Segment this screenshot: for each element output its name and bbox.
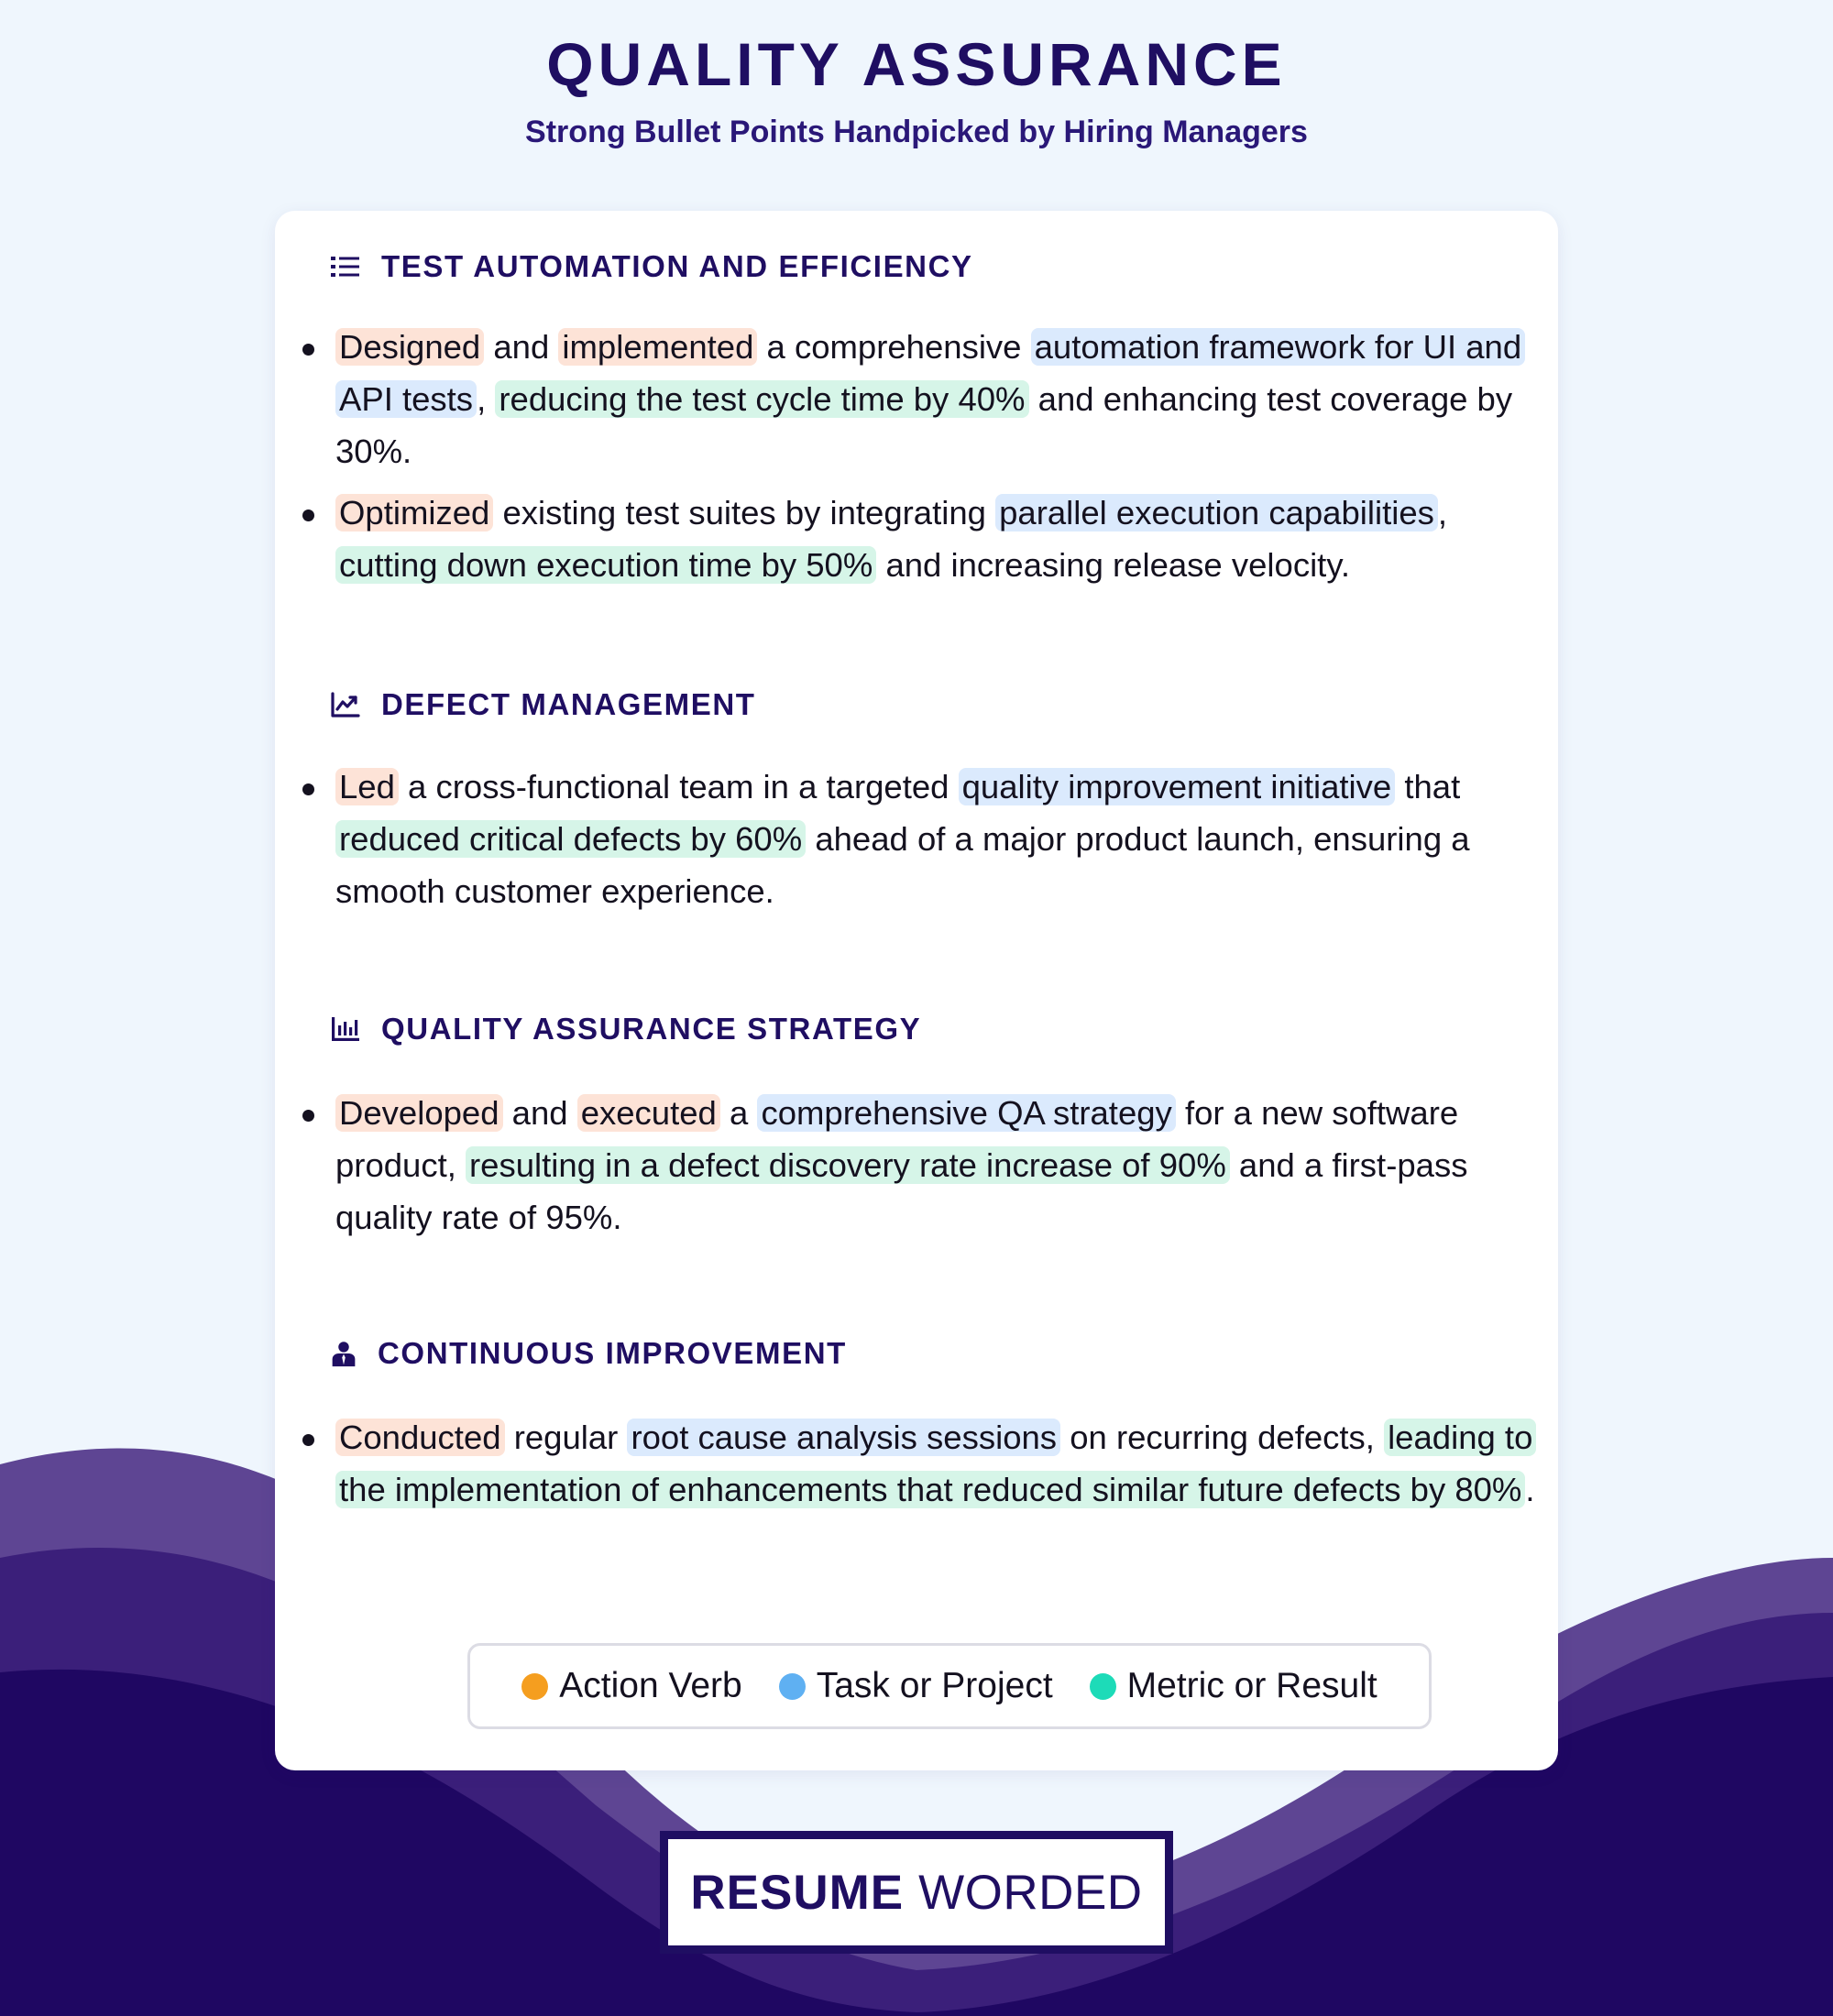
section-continuous-improvement — [330, 1331, 1540, 1516]
legend-item-metric-or-result — [1090, 1666, 1377, 1706]
bullet-text: existing test suites by integrating — [493, 494, 996, 531]
action-verb: Developed — [335, 1094, 503, 1132]
bullet-text: a cross-functional team in a targeted — [398, 768, 959, 805]
task-or-project: root cause analysis sessions — [627, 1419, 1060, 1456]
bullet-text: and increasing release velocity. — [876, 546, 1350, 584]
metric-or-result: resulting in a defect discovery rate increase of 90% — [466, 1146, 1230, 1184]
legend-label: Metric or Result — [1126, 1666, 1377, 1705]
action-verb: Designed — [335, 328, 484, 366]
section-title: DEFECT MANAGEMENT — [381, 687, 756, 721]
section-defect-management — [330, 682, 1540, 917]
bullet-item — [330, 761, 1540, 917]
bullet-list — [330, 761, 1540, 917]
action-verb: implemented — [558, 328, 757, 366]
bullet-text: , — [1437, 494, 1448, 531]
action-verb: Conducted — [335, 1419, 505, 1456]
bullet-text: and — [502, 1094, 577, 1132]
page-header — [0, 27, 1833, 150]
section-title: TEST AUTOMATION AND EFFICIENCY — [381, 249, 973, 283]
bullet-text: that — [1395, 768, 1461, 805]
bullet-text: and enhancing test coverage by 30%. — [335, 380, 1513, 470]
action-verb: Optimized — [335, 494, 493, 531]
resume-worded-logo[interactable] — [660, 1831, 1173, 1954]
metric-or-result: reducing the test cycle time by 40% — [495, 380, 1028, 418]
bullet-list — [330, 1411, 1540, 1516]
bullet-text: and a first-pass quality rate of 95%. — [335, 1146, 1468, 1236]
task-or-project: parallel execution capabilities — [995, 494, 1438, 531]
bullet-item — [330, 1087, 1540, 1244]
action-verb: Led — [335, 768, 399, 805]
metric-dot-icon — [1090, 1673, 1116, 1700]
bullet-item — [330, 1411, 1540, 1516]
metric-or-result: reduced critical defects by 60% — [335, 820, 806, 858]
legend-item-task-or-project — [779, 1666, 1053, 1706]
line-chart-icon — [330, 689, 361, 720]
section-header — [330, 1331, 1540, 1376]
task-dot-icon — [779, 1673, 806, 1700]
section-header — [330, 682, 1540, 728]
page-title: QUALITY ASSURANCE — [546, 30, 1287, 98]
legend-item-action-verb — [521, 1666, 741, 1706]
legend-label: Task or Project — [816, 1666, 1053, 1705]
bullet-text: a comprehensive — [757, 328, 1031, 366]
metric-or-result: cutting down execution time by 50% — [335, 546, 876, 584]
bullet-text: . — [1525, 1471, 1535, 1508]
section-header — [330, 244, 1540, 290]
bar-chart-icon — [330, 1013, 361, 1045]
bullet-text: and — [484, 328, 559, 366]
legend-label: Action Verb — [559, 1666, 742, 1705]
highlight-legend — [467, 1643, 1432, 1729]
section-title: QUALITY ASSURANCE STRATEGY — [381, 1012, 922, 1046]
section-test-automation — [330, 244, 1540, 591]
section-header — [330, 1006, 1540, 1052]
bullet-list — [330, 321, 1540, 591]
brand-strong-text: RESUME — [690, 1865, 905, 1920]
bullet-list — [330, 1087, 1540, 1244]
content-card — [275, 211, 1558, 1770]
page-subtitle: Strong Bullet Points Handpicked by Hiring Managers — [525, 115, 1308, 149]
task-or-project: automation framework for UI and API tests — [335, 328, 1525, 418]
bullet-item — [330, 487, 1540, 591]
bullet-text: a — [719, 1094, 758, 1132]
metric-or-result: leading to the implementation of enhancements that reduced similar future defects by 80% — [335, 1419, 1536, 1508]
list-icon — [330, 251, 361, 282]
bullet-text: on recurring defects, — [1060, 1419, 1385, 1456]
action-verb-dot-icon — [521, 1673, 548, 1700]
section-qa-strategy — [330, 1006, 1540, 1244]
section-title: CONTINUOUS IMPROVEMENT — [378, 1336, 847, 1370]
bullet-item — [330, 321, 1540, 477]
task-or-project: quality improvement initiative — [959, 768, 1396, 805]
action-verb: executed — [577, 1094, 720, 1132]
task-or-project: comprehensive QA strategy — [757, 1094, 1175, 1132]
bullet-text: regular — [504, 1419, 628, 1456]
bullet-text: ahead of a major product launch, ensuring a smooth customer experience. — [335, 820, 1470, 910]
bullet-text: , — [477, 380, 496, 418]
person-icon — [330, 1338, 357, 1369]
brand-light-text: WORDED — [918, 1865, 1143, 1920]
bullet-text: for a new software product, — [335, 1094, 1459, 1184]
